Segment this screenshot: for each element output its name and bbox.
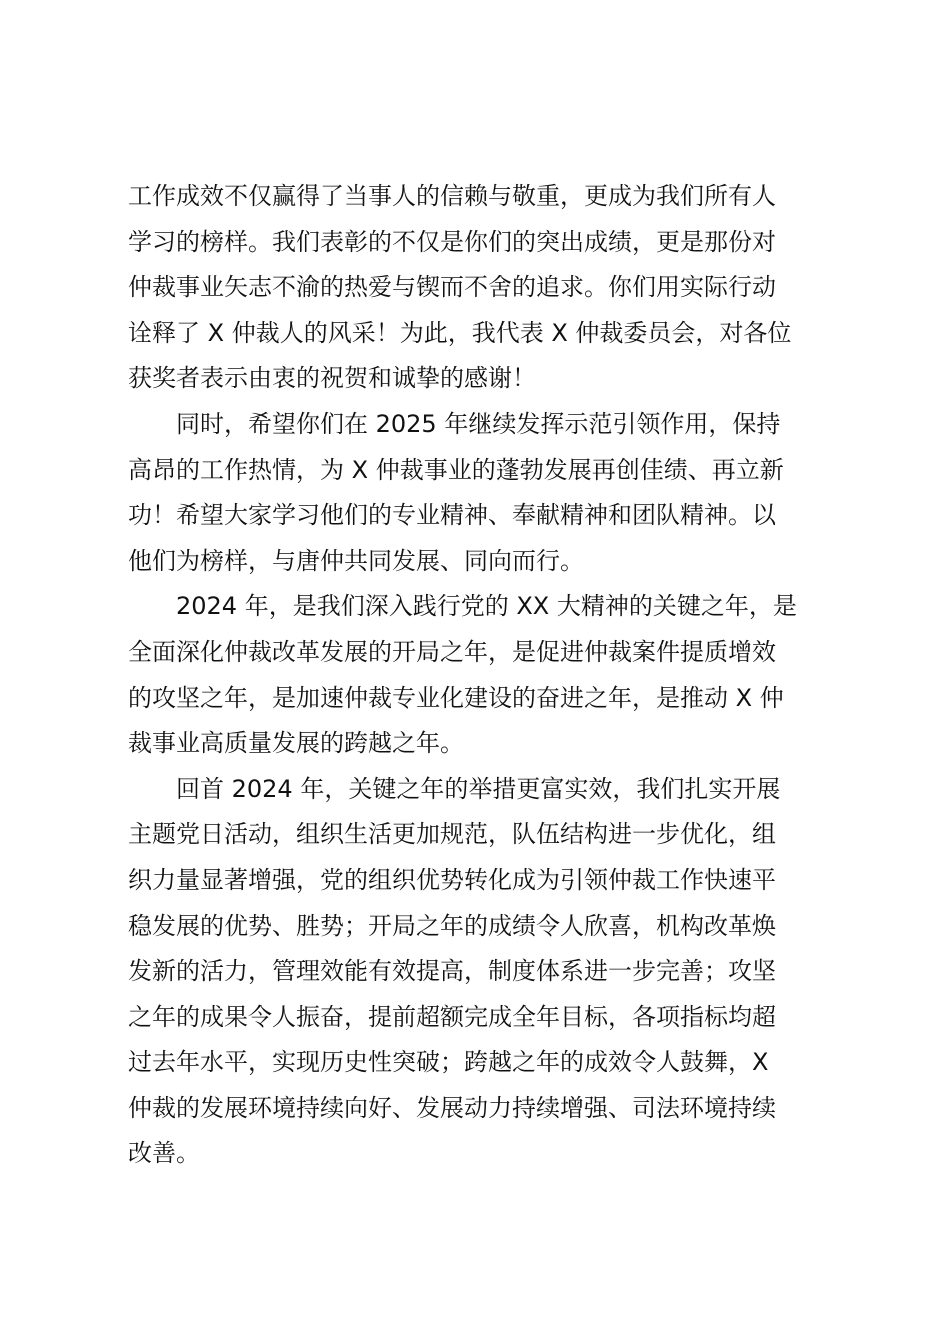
text-line: 回首 2024 年，关键之年的举措更富实效，我们扎实开展 — [176, 774, 781, 803]
text-line: 改善。 — [128, 1139, 200, 1168]
paragraph-3 — [128, 584, 828, 766]
text-line: 织力量显著增强，党的组织优势转化成为引领仲裁工作快速平 — [128, 865, 776, 894]
text-line: 同时，希望你们在 2025 年继续发挥示范引领作用，保持 — [176, 409, 781, 438]
text-line: 他们为榜样，与唐仲共同发展、同向而行。 — [128, 546, 584, 575]
text-line: 2024 年，是我们深入践行党的 XX 大精神的关键之年，是 — [176, 592, 797, 621]
paragraph-2 — [128, 402, 828, 584]
text-line: 全面深化仲裁改革发展的开局之年，是促进仲裁案件提质增效 — [128, 637, 776, 666]
text-line: 学习的榜样。我们表彰的不仅是你们的突出成绩，更是那份对 — [128, 227, 776, 256]
text-line: 过去年水平，实现历史性突破；跨越之年的成效令人鼓舞，X — [128, 1048, 769, 1077]
text-line: 功！希望大家学习他们的专业精神、奉献精神和团队精神。以 — [128, 501, 776, 530]
text-line: 稳发展的优势、胜势；开局之年的成绩令人欣喜，机构改革焕 — [128, 911, 776, 940]
text-line: 裁事业高质量发展的跨越之年。 — [128, 729, 464, 758]
paragraph-4 — [128, 767, 828, 1177]
document-body — [128, 174, 828, 1177]
text-line: 之年的成果令人振奋，提前超额完成全年目标，各项指标均超 — [128, 1002, 776, 1031]
text-line: 主题党日活动，组织生活更加规范，队伍结构进一步优化，组 — [128, 820, 776, 849]
text-line: 获奖者表示由衷的祝贺和诚挚的感谢！ — [128, 364, 536, 393]
text-line: 工作成效不仅赢得了当事人的信赖与敬重，更成为我们所有人 — [128, 182, 776, 210]
text-line: 仲裁的发展环境持续向好、发展动力持续增强、司法环境持续 — [128, 1093, 776, 1122]
text-line: 诠释了 X 仲裁人的风采！为此，我代表 X 仲裁委员会，对各位 — [128, 318, 792, 347]
text-line: 发新的活力，管理效能有效提高，制度体系进一步完善；攻坚 — [128, 957, 776, 986]
text-line: 仲裁事业矢志不渝的热爱与锲而不舍的追求。你们用实际行动 — [128, 273, 776, 302]
paragraph-1 — [128, 174, 828, 402]
text-line: 的攻坚之年，是加速仲裁专业化建设的奋进之年，是推动 X 仲 — [128, 683, 784, 712]
text-line: 高昂的工作热情，为 X 仲裁事业的蓬勃发展再创佳绩、再立新 — [128, 455, 784, 484]
